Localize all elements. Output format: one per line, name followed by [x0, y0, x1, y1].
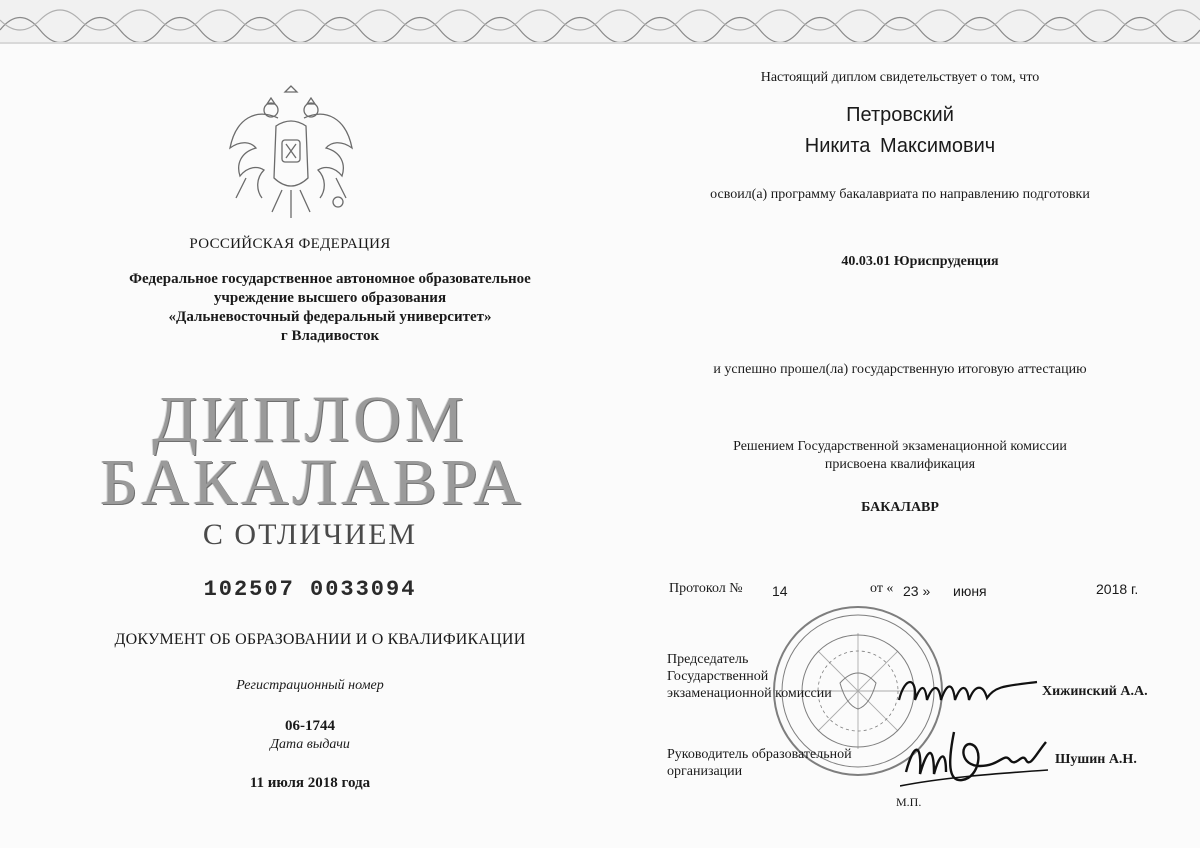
chairman-signature-icon — [895, 670, 1040, 710]
program-name: 40.03.01 Юриспруденция — [841, 254, 999, 269]
protocol-month: июня — [953, 583, 987, 599]
day-close: » — [922, 583, 931, 599]
head-line: Руководитель образовательной — [667, 747, 852, 762]
graduate-given-names: Никита Максимович — [804, 135, 996, 157]
intro-text: Настоящий диплом свидетельствует о том, что — [760, 70, 1040, 85]
head-title — [667, 746, 907, 780]
day: 23 — [903, 583, 919, 599]
diploma-number: 102507 0033094 — [203, 577, 417, 602]
registration-label: Регистрационный номер — [236, 678, 384, 693]
chairman-name: Хижинский А.А. — [1042, 684, 1148, 699]
document-type: ДОКУМЕНТ ОБ ОБРАЗОВАНИИ И О КВАЛИФИКАЦИИ — [114, 631, 526, 648]
registration-number: 06-1744 — [285, 718, 335, 734]
issue-date-label: Дата выдачи — [270, 737, 350, 752]
head-name: Шушин А.Н. — [1055, 752, 1137, 767]
seal-place-label: М.П. — [896, 795, 922, 809]
chair-line: Государственной — [667, 669, 769, 684]
protocol-label: Протокол № — [669, 581, 743, 596]
country-name: РОССИЙСКАЯ ФЕДЕРАЦИЯ — [189, 236, 391, 252]
chairman-title — [667, 651, 897, 702]
program-statement: освоил(а) программу бакалавриата по направлению подготовки — [710, 187, 1090, 202]
institution-line: Федеральное государственное автономное образовательное — [129, 271, 531, 287]
honors-label: С ОТЛИЧИЕМ — [202, 518, 418, 551]
protocol-number: 14 — [772, 583, 788, 599]
protocol-day — [903, 583, 930, 599]
russian-coat-of-arms-icon — [226, 78, 356, 228]
chair-line: Председатель — [667, 652, 749, 667]
commission-decision — [680, 438, 1120, 474]
decision-line: Решением Государственной экзаменационной комиссии — [733, 439, 1067, 454]
protocol-date-prefix — [870, 581, 893, 597]
qualification: БАКАЛАВР — [861, 500, 939, 515]
attestation-statement: и успешно прошел(ла) государственную итоговую аттестацию — [713, 362, 1087, 377]
institution-city: г Владивосток — [280, 328, 380, 344]
decision-line: присвоена квалификация — [824, 457, 976, 472]
institution-line: учреждение высшего образования — [213, 290, 447, 306]
institution-name — [95, 270, 565, 346]
decorative-border — [0, 0, 1200, 44]
protocol-year: 2018 г. — [1096, 581, 1139, 597]
diploma-title-line1: ДИПЛОМ — [152, 383, 468, 456]
chair-line: экзаменационной комиссии — [667, 686, 832, 701]
diploma-title-line2: БАКАЛАВРА — [100, 446, 525, 519]
issue-date: 11 июля 2018 года — [249, 775, 371, 791]
date-prefix: от « — [870, 581, 894, 596]
head-signature-icon — [900, 722, 1050, 792]
institution-line: «Дальневосточный федеральный университет» — [168, 309, 492, 325]
head-line: организации — [667, 764, 743, 779]
graduate-surname: Петровский — [846, 104, 954, 126]
